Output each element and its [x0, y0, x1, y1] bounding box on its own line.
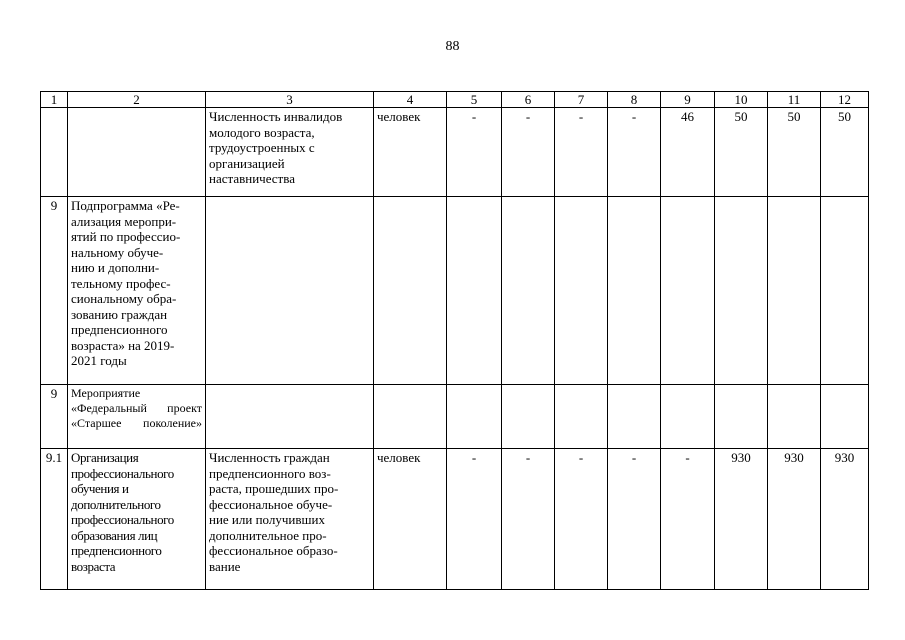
subprogram-line: предпенсионного: [71, 322, 168, 337]
subprogram-line: ятий по профессио-: [71, 229, 181, 244]
header-cell: 2: [68, 92, 206, 108]
indicator-name: [206, 197, 374, 385]
row-number: 9: [41, 385, 68, 449]
value-cell: [715, 385, 768, 449]
value-cell: 930: [821, 449, 869, 590]
unit-cell: человек: [374, 449, 447, 590]
row-number: 9: [41, 197, 68, 385]
value-cell: 46: [661, 108, 715, 197]
activity-name: Организация профессионального обучения и дополнительного профессионального образования лиц предпенсионного возраста: [68, 449, 206, 590]
value-cell: 50: [821, 108, 869, 197]
indicator-line: вание: [209, 558, 241, 574]
header-cell: 11: [768, 92, 821, 108]
value-cell: -: [447, 108, 502, 197]
activity-name: Мероприятие «Федеральный проект «Старшее поколение»: [68, 385, 206, 449]
indicator-line: раста, прошедших про-: [209, 481, 339, 496]
row-number: 9.1: [41, 449, 68, 590]
table-row: [41, 385, 869, 449]
value-cell: -: [502, 449, 555, 590]
value-cell: -: [608, 108, 661, 197]
indicator-line: Численность граждан: [209, 450, 330, 465]
header-cell: 4: [374, 92, 447, 108]
value-cell: [555, 385, 608, 449]
subprogram-line: нию и дополни-: [71, 260, 160, 275]
value-cell: -: [661, 449, 715, 590]
header-cell: 10: [715, 92, 768, 108]
value-cell: [661, 197, 715, 385]
subprogram-line: возраста» на 2019-: [71, 337, 175, 353]
header-cell: 8: [608, 92, 661, 108]
indicator-line: фессиональное образо-: [209, 543, 338, 558]
value-cell: -: [608, 449, 661, 590]
value-cell: 930: [715, 449, 768, 590]
value-cell: [502, 197, 555, 385]
value-cell: [447, 197, 502, 385]
value-cell: [555, 197, 608, 385]
header-cell: 6: [502, 92, 555, 108]
value-cell: 50: [715, 108, 768, 197]
subprogram-line: зованию граждан: [71, 306, 168, 322]
value-cell: [502, 385, 555, 449]
program-name: [68, 108, 206, 197]
value-cell: 930: [768, 449, 821, 590]
row-number: [41, 108, 68, 197]
value-cell: [447, 385, 502, 449]
header-cell: 7: [555, 92, 608, 108]
value-cell: [821, 385, 869, 449]
subprogram-line: нальному обуче-: [71, 244, 164, 260]
subprogram-line: ализация меропри-: [71, 213, 177, 229]
indicator-line: предпенсионного воз-: [209, 465, 331, 481]
table-row: [41, 449, 869, 590]
subprogram-line: сиональному обра-: [71, 291, 177, 306]
header-cell: 9: [661, 92, 715, 108]
value-cell: -: [555, 449, 608, 590]
unit-cell: человек: [374, 108, 447, 197]
subprogram-line: тельному профес-: [71, 275, 171, 291]
table-row: [41, 108, 869, 197]
value-cell: [608, 197, 661, 385]
value-cell: [608, 385, 661, 449]
value-cell: [821, 197, 869, 385]
value-cell: [768, 385, 821, 449]
value-cell: 50: [768, 108, 821, 197]
indicator-name: Численность инвалидов молодого возраста, трудоустроенных с организацией наставничества: [206, 108, 374, 197]
header-cell: 1: [41, 92, 68, 108]
table-row: [41, 197, 869, 385]
header-cell: 5: [447, 92, 502, 108]
subprogram-line: 2021 годы: [71, 353, 127, 368]
value-cell: [768, 197, 821, 385]
value-cell: [715, 197, 768, 385]
table-header-row: [41, 92, 869, 108]
subprogram-name: [68, 197, 206, 385]
value-cell: -: [447, 449, 502, 590]
header-cell: 12: [821, 92, 869, 108]
indicator-line: дополнительное про-: [209, 527, 327, 543]
unit-cell: [374, 197, 447, 385]
subprogram-line: Подпрограмма «Ре-: [71, 198, 180, 213]
value-cell: -: [502, 108, 555, 197]
header-cell: 3: [206, 92, 374, 108]
value-cell: -: [555, 108, 608, 197]
indicator-line: ние или получивших: [209, 512, 325, 527]
page-number: 88: [445, 39, 460, 54]
unit-cell: [374, 385, 447, 449]
indicators-table: [40, 91, 869, 590]
value-cell: [661, 385, 715, 449]
indicator-name: [206, 385, 374, 449]
indicator-line: фессиональное обуче-: [209, 496, 333, 512]
indicator-name: [206, 449, 374, 590]
